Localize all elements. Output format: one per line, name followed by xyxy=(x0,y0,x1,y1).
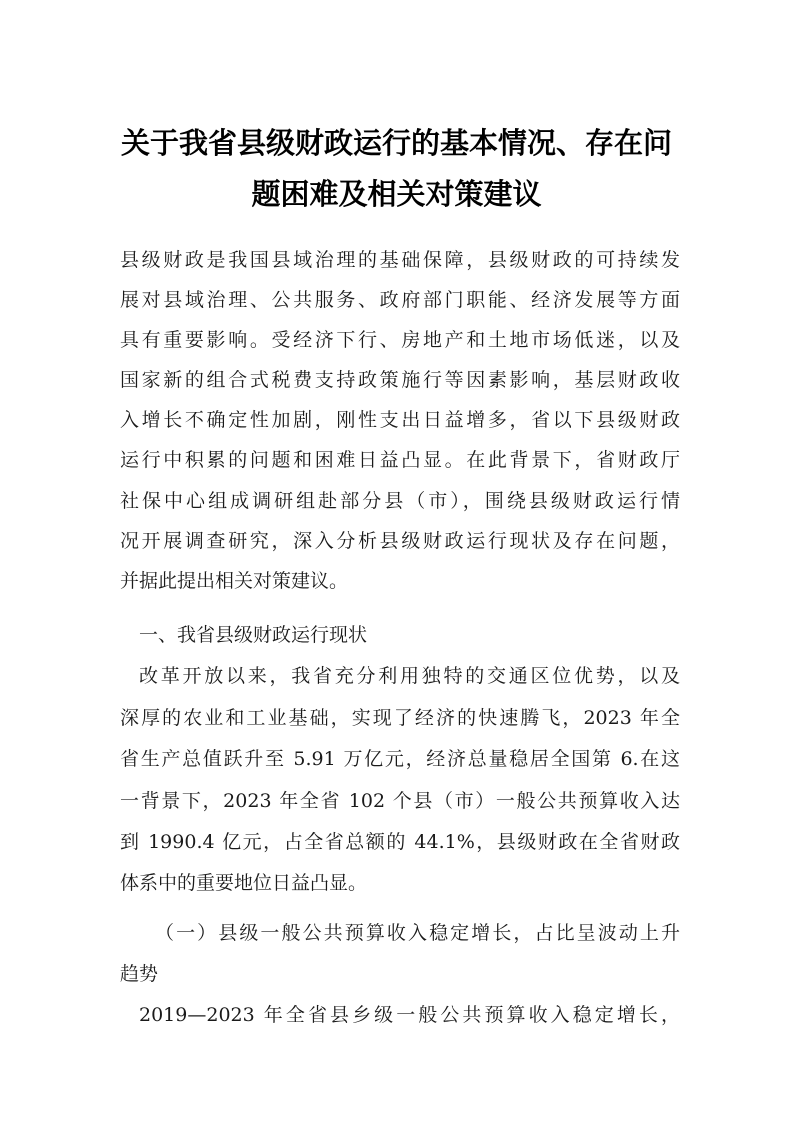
subsection-heading-line-1: （一）县级一般公共预算收入稳定增长，占比呈波动上升 xyxy=(155,922,680,944)
intro-line-5: 入增长不确定性加剧，刚性支出日益增多，省以下县级财政 xyxy=(120,409,680,431)
intro-line-2: 展对县域治理、公共服务、政府部门职能、经济发展等方面 xyxy=(120,289,680,311)
document-title-line-1: 关于我省县级财政运行的基本情况、存在问 xyxy=(120,126,672,160)
section1-line-4: 一背景下，2023 年全省 102 个县（市）一般公共预算收入达 xyxy=(120,790,680,812)
intro-line-3: 具有重要影响。受经济下行、房地产和土地市场低迷，以及 xyxy=(120,329,680,351)
subsection-heading-line-2: 趋势 xyxy=(120,963,159,985)
section1-line-3: 省生产总值跃升至 5.91 万亿元，经济总量稳居全国第 6.在这 xyxy=(120,748,680,770)
intro-line-7: 社保中心组成调研组赴部分县（市），围绕县级财政运行情 xyxy=(120,490,680,512)
document-title-line-2: 题困难及相关对策建议 xyxy=(251,177,542,211)
section1-line-6: 体系中的重要地位日益凸显。 xyxy=(120,872,368,894)
section1-line-2: 深厚的农业和工业基础，实现了经济的快速腾飞，2023 年全 xyxy=(120,707,680,729)
intro-line-6: 运行中积累的问题和困难日益凸显。在此背景下，省财政厅 xyxy=(120,449,680,471)
intro-line-9: 并据此提出相关对策建议。 xyxy=(120,570,349,592)
intro-line-8: 况开展调查研究，深入分析县级财政运行现状及存在问题， xyxy=(120,530,680,552)
section1-line-5: 到 1990.4 亿元，占全省总额的 44.1%，县级财政在全省财政 xyxy=(120,831,680,853)
intro-line-1: 县级财政是我国县域治理的基础保障，县级财政的可持续发 xyxy=(120,249,680,271)
body-line-last: 2019—2023 年全省县乡级一般公共预算收入稳定增长， xyxy=(139,1004,680,1026)
section-heading: 一、我省县级财政运行现状 xyxy=(139,624,368,646)
intro-line-4: 国家新的组合式税费支持政策施行等因素影响，基层财政收 xyxy=(120,369,680,391)
section1-line-1: 改革开放以来，我省充分利用独特的交通区位优势，以及 xyxy=(139,665,680,687)
